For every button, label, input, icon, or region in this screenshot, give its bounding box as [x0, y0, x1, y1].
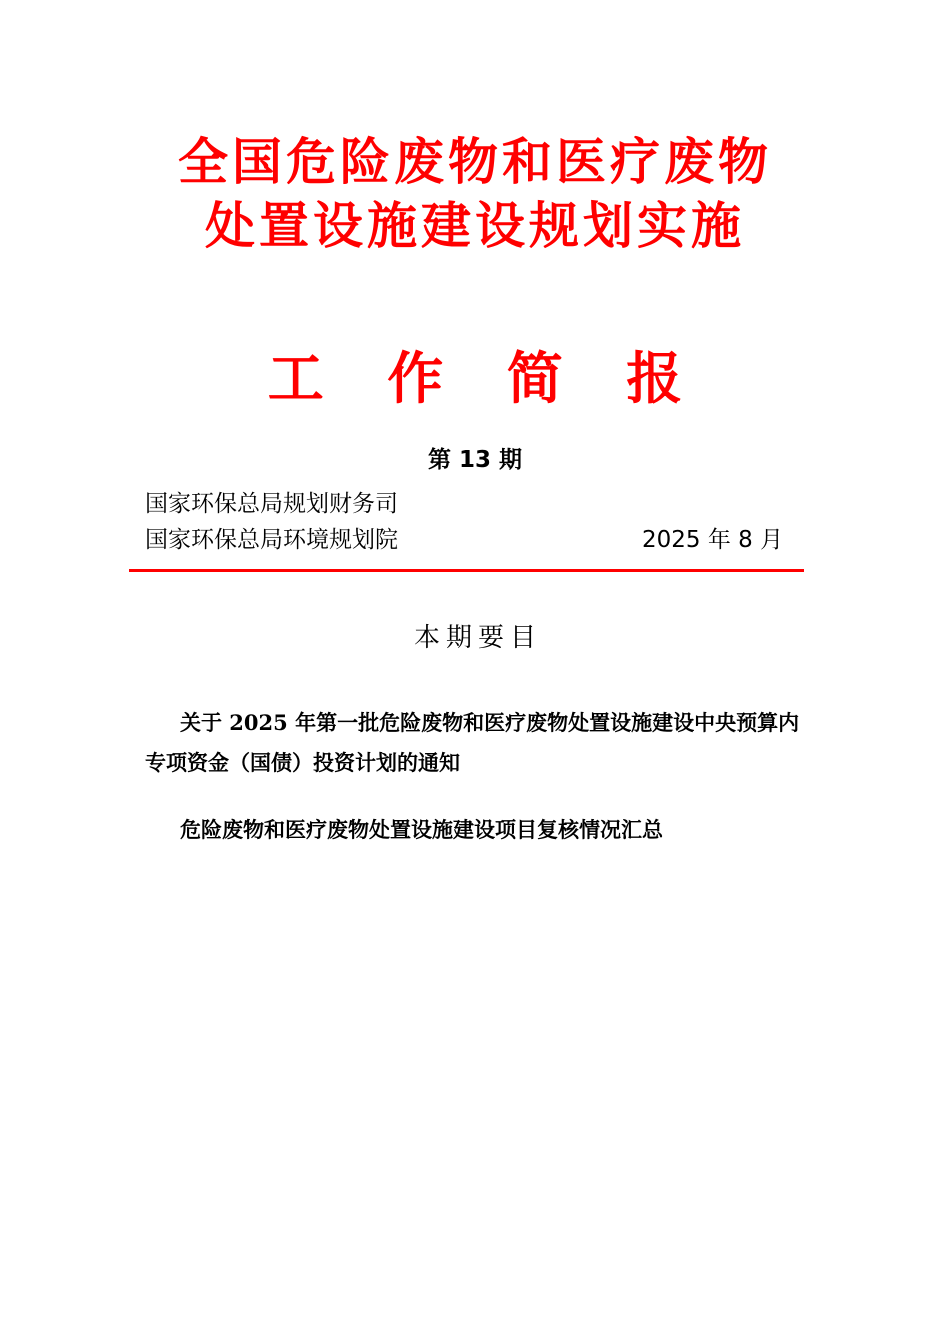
issue-number: 第 13 期 — [427, 447, 523, 473]
red-divider-line — [129, 569, 804, 572]
contents-heading: 本期要目 — [413, 623, 542, 653]
contents-item: 关于 2025 年第一批危险废物和医疗废物处置设施建设中央预算内专项资金（国债）投资计划的通知 — [145, 710, 800, 775]
issue-date: 2025 年 8 月 — [642, 527, 784, 553]
issuer-department: 国家环保总局规划财务司 — [145, 491, 398, 517]
document-title-line-1: 全国危险废物和医疗废物 — [178, 132, 772, 191]
contents-item: 危险废物和医疗废物处置设施建设项目复核情况汇总 — [180, 817, 663, 842]
document-title-line-2: 处置设施建设规划实施 — [205, 196, 745, 255]
issuer-institute: 国家环保总局环境规划院 — [145, 527, 398, 553]
bulletin-title: 工 作 简 报 — [267, 347, 705, 412]
